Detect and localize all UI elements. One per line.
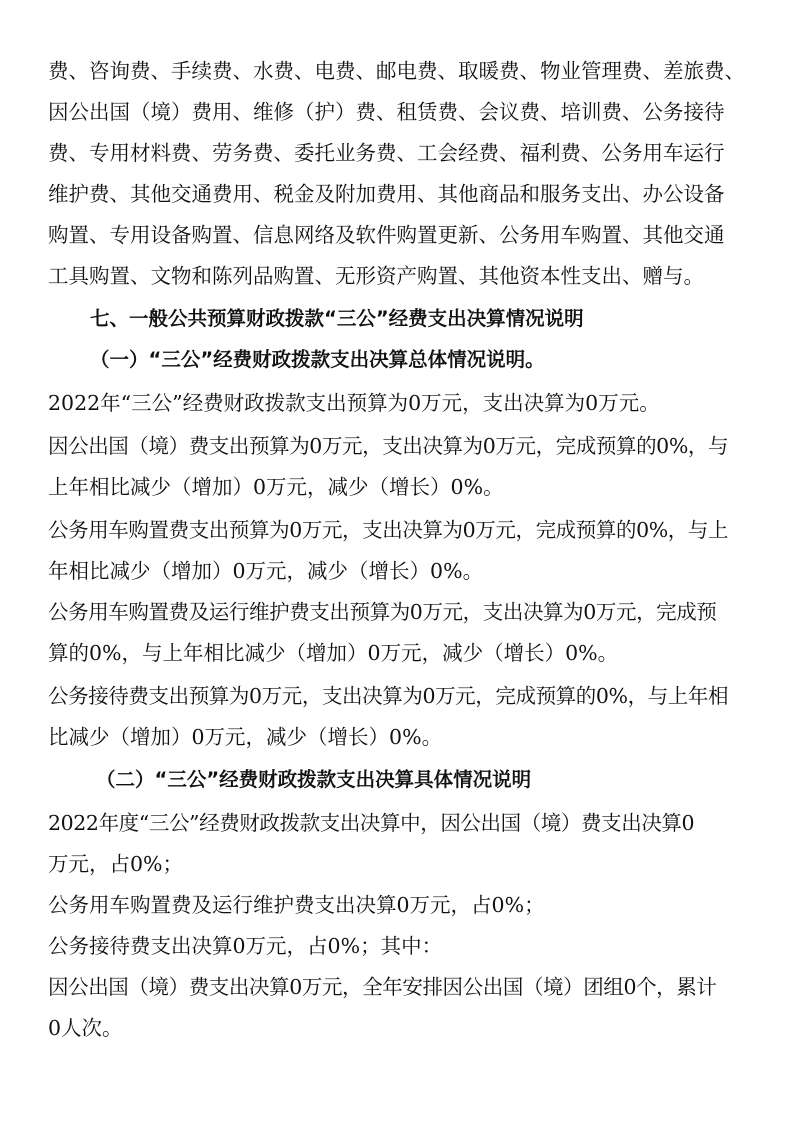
- expense-list-line-6: 工具购置、文物和陈列品购置、无形资产购置、其他资本性支出、赠与。: [48, 264, 704, 288]
- expense-list-line-4: 维护费、其他交通费用、税金及附加费用、其他商品和服务支出、办公设备: [48, 182, 725, 206]
- part-1-heading: （一）“三公”经费财政拨款支出决算总体情况说明。: [90, 348, 545, 371]
- part-1-abroad-line-2: 上年相比减少（增加）0万元，减少（增长）0%。: [48, 475, 504, 499]
- part-2-abroad-line-1: 因公出国（境）费支出决算0万元，全年安排因公出国（境）团组0个，累计: [48, 975, 717, 999]
- part-1-total-paragraph: 2022年“三公”经费财政拨款支出预算为0万元，支出决算为0万元。: [48, 391, 660, 415]
- part-1-reception-line-2: 比减少（增加）0万元，减少（增长）0%。: [48, 725, 443, 749]
- part-1-vehicle-purchase-line-1: 公务用车购置费支出预算为0万元，支出决算为0万元，完成预算的0%，与上: [48, 518, 729, 542]
- part-2-breakdown-line-1: 2022年度“三公”经费财政拨款支出决算中，因公出国（境）费支出决算0: [48, 811, 695, 835]
- part-1-vehicle-purchase-line-2: 年相比减少（增加）0万元，减少（增长）0%。: [48, 559, 484, 583]
- part-2-heading: （二）“三公”经费财政拨款支出决算具体情况说明: [96, 768, 532, 791]
- part-2-vehicle-paragraph: 公务用车购置费及运行维护费支出决算0万元，占0%；: [48, 893, 545, 917]
- part-2-abroad-line-2: 0人次。: [48, 1016, 123, 1040]
- expense-list-line-5: 购置、专用设备购置、信息网络及软件购置更新、公务用车购置、其他交通: [48, 223, 725, 247]
- expense-list-line-3: 费、专用材料费、劳务费、委托业务费、工会经费、福利费、公务用车运行: [48, 141, 725, 165]
- expense-list-line-1: 费、咨询费、手续费、水费、电费、邮电费、取暖费、物业管理费、差旅费、: [48, 59, 745, 83]
- part-2-reception-paragraph: 公务接待费支出决算0万元，占0%；其中：: [48, 934, 443, 958]
- part-1-abroad-line-1: 因公出国（境）费支出预算为0万元，支出决算为0万元，完成预算的0%，与: [48, 434, 729, 458]
- part-2-breakdown-line-2: 万元，占0%；: [48, 852, 184, 876]
- part-1-vehicle-operation-line-2: 算的0%，与上年相比减少（增加）0万元，减少（增长）0%。: [48, 641, 619, 665]
- section-7-heading: 七、一般公共预算财政拨款“三公”经费支出决算情况说明: [90, 307, 584, 330]
- expense-list-line-2: 因公出国（境）费用、维修（护）费、租赁费、会议费、培训费、公务接待: [48, 100, 725, 124]
- part-1-reception-line-1: 公务接待费支出预算为0万元，支出决算为0万元，完成预算的0%，与上年相: [48, 684, 729, 708]
- part-1-vehicle-operation-line-1: 公务用车购置费及运行维护费支出预算为0万元，支出决算为0万元，完成预: [48, 600, 717, 624]
